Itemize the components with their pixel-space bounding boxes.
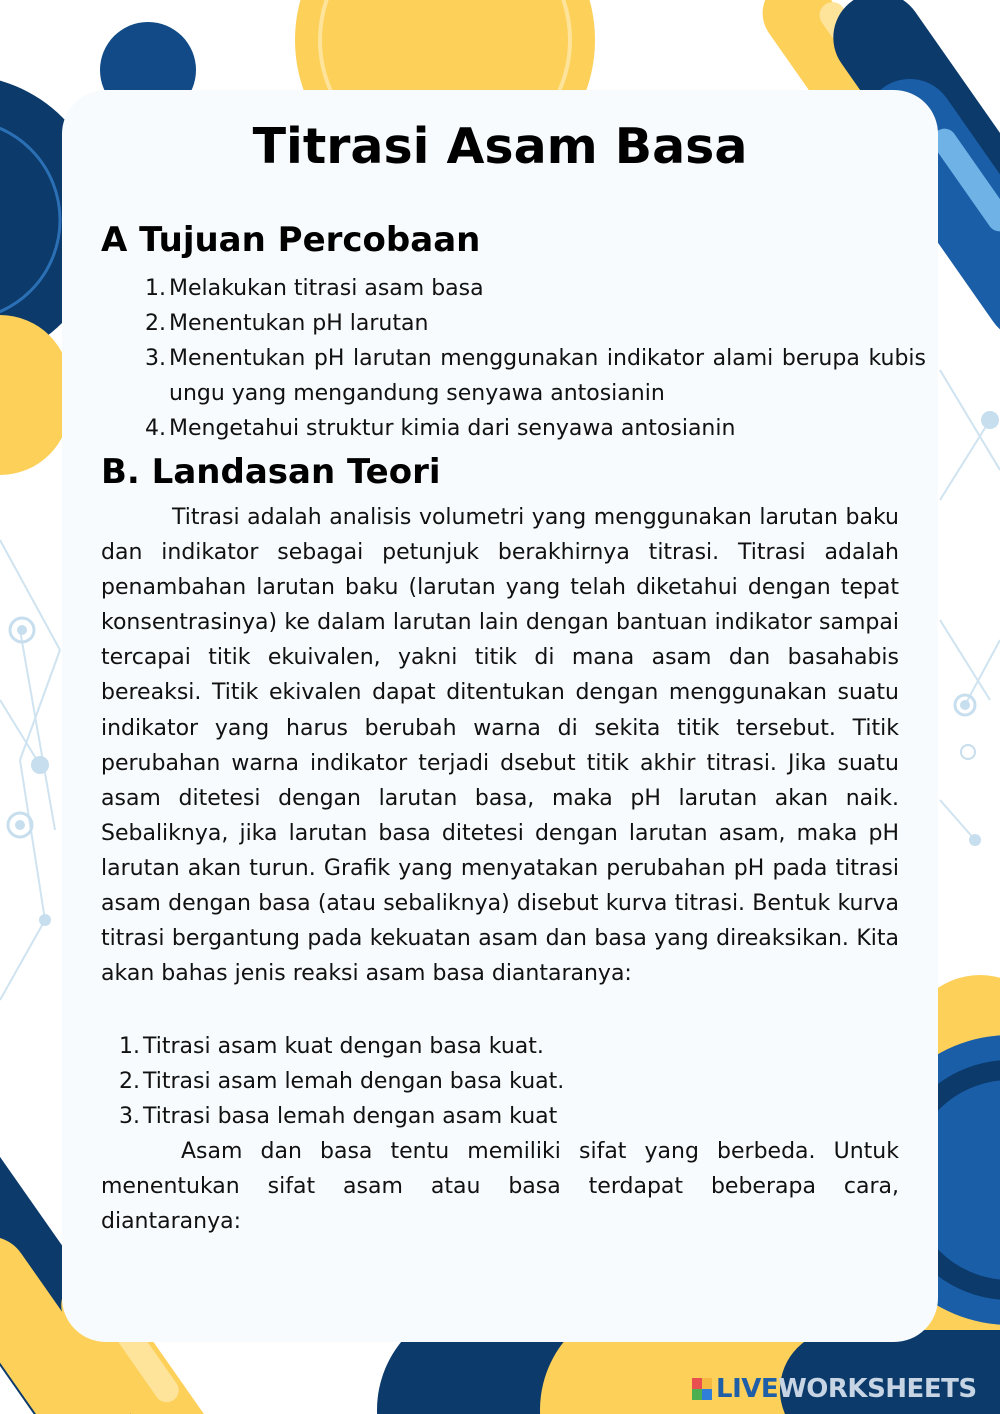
page-title: Titrasi Asam Basa: [252, 118, 748, 175]
liveworksheets-watermark[interactable]: [692, 1374, 977, 1404]
list-item-text: Melakukan titrasi asam basa: [169, 276, 484, 301]
list-number: 1.: [145, 276, 166, 301]
list-item-text: Menentukan pH larutan: [169, 311, 429, 336]
list-item: [145, 271, 926, 306]
list-number: 3.: [145, 346, 166, 371]
list-item: [145, 411, 926, 446]
list-item: [119, 1099, 899, 1134]
list-item-text: Titrasi asam kuat dengan basa kuat.: [143, 1034, 544, 1059]
list-number: 4.: [145, 416, 166, 441]
list-item: [119, 1064, 899, 1099]
list-number: 2.: [145, 311, 166, 336]
objectives-list: [145, 271, 926, 446]
list-item-text: Titrasi asam lemah dengan basa kuat.: [143, 1069, 565, 1094]
list-item: [145, 306, 926, 341]
section-a-heading: A Tujuan Percobaan: [101, 220, 481, 260]
liveworksheets-logo-icon: [692, 1378, 712, 1400]
list-item: [119, 1029, 899, 1064]
list-item: [145, 341, 926, 411]
theory-paragraph-1: Titrasi adalah analisis volumetri yang menggunakan larutan baku dan indikator sebagai petunjuk berakhirnya titrasi. Titrasi adalah penambahan larutan baku (larutan yang telah diketahui dengan tepat konsentrasinya) ke dalam larutan lain dengan bantuan indikator sampai tercapai titik ekuivalen, yakni titik di mana asam dan basahabis bereaksi. Titik ekivalen dapat ditentukan dengan menggunakan suatu indikator yang harus berubah warna di sekita titik tersebut. Titik perubahan warna indikator terjadi dsebut titik akhir titrasi. Jika suatu asam ditetesi dengan larutan basa, maka pH larutan akan naik. Sebaliknya, jika larutan basa ditetesi dengan larutan asam, maka pH larutan akan turun. Grafik yang menyatakan perubahan pH pada titrasi asam dengan basa (atau sebaliknya) disebut kurva titrasi. Bentuk kurva titrasi bergantung pada kekuatan asam dan basa yang direaksikan. Kita akan bahas jenis reaksi asam basa diantaranya:: [101, 505, 899, 987]
theory-paragraph-2: Asam dan basa tentu memiliki sifat yang berbeda. Untuk menentukan sifat asam atau basa terdapat beberapa cara, diantaranya:: [101, 1139, 899, 1235]
list-number: 3.: [119, 1104, 140, 1129]
list-item-text: Mengetahui struktur kimia dari senyawa antosianin: [169, 416, 736, 441]
list-number: 2.: [119, 1069, 140, 1094]
list-number: 1.: [119, 1034, 140, 1059]
watermark-worksheets-text: WORKSHEETS: [778, 1374, 977, 1404]
yellow-pill-left: [0, 315, 70, 475]
watermark-live-text: LIVE: [716, 1374, 779, 1404]
section-b-heading: B. Landasan Teori: [101, 452, 441, 492]
list-item-text: Titrasi basa lemah dengan asam kuat: [143, 1104, 558, 1129]
list-item-text: Menentukan pH larutan menggunakan indikator alami berupa kubis ungu yang mengandung senyawa antosianin: [169, 346, 926, 406]
titration-types-list: [119, 1029, 899, 1134]
